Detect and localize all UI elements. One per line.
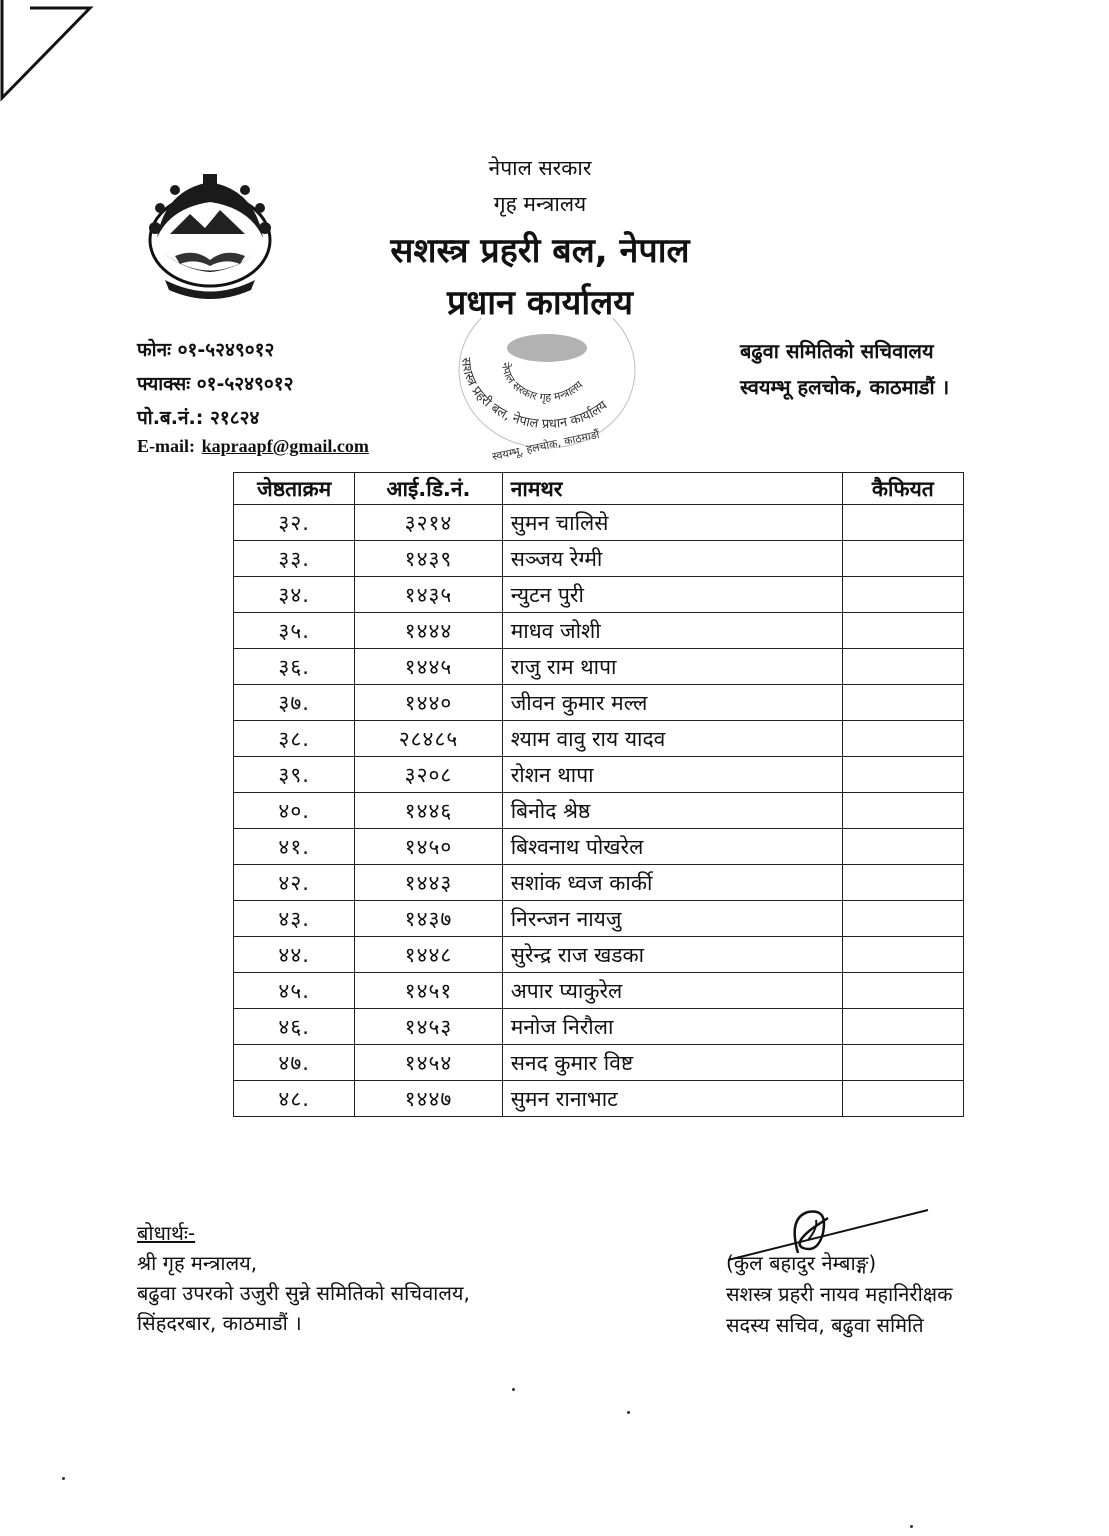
cell-seniority: ३५. bbox=[234, 613, 355, 649]
cell-id-number: १४३५ bbox=[355, 577, 502, 613]
cell-id-number: १४३७ bbox=[355, 901, 502, 937]
cell-name: माधव जोशी bbox=[502, 613, 842, 649]
cell-id-number: ३२०८ bbox=[355, 757, 502, 793]
stamp-outer-text: सशस्त्र प्रहरी बल, नेपाल प्रधान कार्यालय bbox=[457, 357, 611, 433]
table-row bbox=[234, 613, 964, 649]
stamp-bottom-text: स्वयम्भू, हलचोक, काठमाडौं bbox=[491, 427, 601, 464]
table-row bbox=[234, 757, 964, 793]
cell-id-number: १४४४ bbox=[355, 613, 502, 649]
header-remarks: कैफियत bbox=[842, 473, 963, 505]
cell-name: अपार प्याकुरेल bbox=[502, 973, 842, 1009]
table-row bbox=[234, 577, 964, 613]
cell-remarks bbox=[842, 973, 963, 1009]
cell-id-number: २८४८५ bbox=[355, 721, 502, 757]
cell-name: रोशन थापा bbox=[502, 757, 842, 793]
table-row bbox=[234, 1009, 964, 1045]
phone-number: फोनः ०१-५२४९०१२ bbox=[137, 339, 275, 361]
cell-remarks bbox=[842, 793, 963, 829]
table-row bbox=[234, 1045, 964, 1081]
table-row bbox=[234, 793, 964, 829]
table-row bbox=[234, 973, 964, 1009]
scan-speck bbox=[910, 1525, 913, 1528]
table-row bbox=[234, 649, 964, 685]
table-row bbox=[234, 541, 964, 577]
cell-name: सुमन रानाभाट bbox=[502, 1081, 842, 1117]
seniority-table bbox=[233, 472, 964, 1117]
signatory-block bbox=[726, 1248, 952, 1341]
copy-to-block bbox=[137, 1218, 470, 1338]
table-row bbox=[234, 937, 964, 973]
header-name: नामथर bbox=[502, 473, 842, 505]
cell-name: सुरेन्द्र राज खडका bbox=[502, 937, 842, 973]
cell-seniority: ४८. bbox=[234, 1081, 355, 1117]
signatory-name: (कुल बहादुर नेम्बाङ्ग) bbox=[726, 1251, 877, 1275]
corner-mark-icon bbox=[0, 0, 100, 110]
organization-name: सशस्त्र प्रहरी बल, नेपाल bbox=[390, 231, 690, 271]
scan-speck bbox=[512, 1388, 515, 1391]
header-seniority: जेष्ठताक्रम bbox=[234, 473, 355, 505]
table-row bbox=[234, 685, 964, 721]
header-id-number: आई.डि.नं. bbox=[355, 473, 502, 505]
cell-remarks bbox=[842, 1045, 963, 1081]
cell-id-number: ३२१४ bbox=[355, 505, 502, 541]
table-row bbox=[234, 865, 964, 901]
cell-name: सञ्जय रेग्मी bbox=[502, 541, 842, 577]
cell-remarks bbox=[842, 685, 963, 721]
cell-seniority: ४५. bbox=[234, 973, 355, 1009]
cell-id-number: १४३९ bbox=[355, 541, 502, 577]
cell-seniority: ४०. bbox=[234, 793, 355, 829]
cell-name: निरन्जन नायजु bbox=[502, 901, 842, 937]
cell-seniority: ४१. bbox=[234, 829, 355, 865]
signatory-title: सशस्त्र प्रहरी नायव महानिरीक्षक bbox=[726, 1282, 953, 1306]
cell-seniority: ३९. bbox=[234, 757, 355, 793]
table-row bbox=[234, 829, 964, 865]
cell-id-number: १४४८ bbox=[355, 937, 502, 973]
cell-remarks bbox=[842, 829, 963, 865]
cc-line-ministry: श्री गृह मन्त्रालय, bbox=[137, 1251, 258, 1275]
cell-remarks bbox=[842, 577, 963, 613]
cell-remarks bbox=[842, 901, 963, 937]
cell-name: न्युटन पुरी bbox=[502, 577, 842, 613]
cell-seniority: ३८. bbox=[234, 721, 355, 757]
cell-remarks bbox=[842, 1081, 963, 1117]
cell-remarks bbox=[842, 505, 963, 541]
signatory-role: सदस्य सचिव, बढुवा समिति bbox=[726, 1313, 924, 1337]
cell-seniority: ३६. bbox=[234, 649, 355, 685]
cell-remarks bbox=[842, 937, 963, 973]
cell-remarks bbox=[842, 649, 963, 685]
cell-id-number: १४५० bbox=[355, 829, 502, 865]
po-box: पो.ब.नं.: २१८२४ bbox=[137, 407, 260, 429]
stamp-inner-text: नेपाल सरकार गृह मन्त्रालय bbox=[498, 362, 586, 405]
cell-id-number: १४५१ bbox=[355, 973, 502, 1009]
cell-seniority: ४२. bbox=[234, 865, 355, 901]
cell-seniority: ३४. bbox=[234, 577, 355, 613]
cc-label: बोधार्थः- bbox=[137, 1221, 196, 1245]
cc-line-address: सिंहदरबार, काठमाडौं । bbox=[137, 1311, 302, 1335]
cell-name: मनोज निरौला bbox=[502, 1009, 842, 1045]
cell-seniority: ४४. bbox=[234, 937, 355, 973]
cell-id-number: १४४३ bbox=[355, 865, 502, 901]
secretariat-name: बढुवा समितिको सचिवालय bbox=[740, 339, 934, 363]
office-stamp-icon bbox=[432, 318, 652, 468]
svg-text:नेपाल सरकार गृह मन्त्रालय bbox=[499, 362, 586, 404]
cc-line-committee: बढुवा उपरको उजुरी सुन्ने समितिको सचिवालय, bbox=[137, 1281, 470, 1305]
letterhead bbox=[330, 150, 750, 328]
office-name: प्रधान कार्यालय bbox=[447, 283, 633, 323]
cell-name: सनद कुमार विष्ट bbox=[502, 1045, 842, 1081]
table-row bbox=[234, 901, 964, 937]
cell-name: राजु राम थापा bbox=[502, 649, 842, 685]
cell-remarks bbox=[842, 541, 963, 577]
cell-id-number: १४४० bbox=[355, 685, 502, 721]
cell-id-number: १४४६ bbox=[355, 793, 502, 829]
cell-remarks bbox=[842, 757, 963, 793]
cell-name: बिनोद श्रेष्ठ bbox=[502, 793, 842, 829]
cell-remarks bbox=[842, 613, 963, 649]
office-address bbox=[740, 333, 949, 405]
cell-seniority: ३२. bbox=[234, 505, 355, 541]
fax-number: फ्याक्सः ०१-५२४९०१२ bbox=[137, 373, 294, 395]
cell-id-number: १४५३ bbox=[355, 1009, 502, 1045]
ministry-name: गृह मन्त्रालय bbox=[493, 192, 587, 216]
cell-name: सुमन चालिसे bbox=[502, 505, 842, 541]
government-name: नेपाल सरकार bbox=[488, 156, 592, 180]
scan-speck bbox=[62, 1477, 65, 1480]
scan-speck bbox=[627, 1411, 630, 1414]
cell-seniority: ३३. bbox=[234, 541, 355, 577]
cell-seniority: ४६. bbox=[234, 1009, 355, 1045]
table-header-row bbox=[234, 473, 964, 505]
email-link[interactable]: kapraapf@gmail.com bbox=[201, 436, 369, 456]
cell-name: जीवन कुमार मल्ल bbox=[502, 685, 842, 721]
cell-id-number: १४४७ bbox=[355, 1081, 502, 1117]
cell-name: बिश्वनाथ पोखरेल bbox=[502, 829, 842, 865]
cell-remarks bbox=[842, 1009, 963, 1045]
cell-name: श्याम वावु राय यादव bbox=[502, 721, 842, 757]
table-row bbox=[234, 1081, 964, 1117]
cell-id-number: १४४५ bbox=[355, 649, 502, 685]
cell-seniority: ४३. bbox=[234, 901, 355, 937]
cell-remarks bbox=[842, 721, 963, 757]
contact-info bbox=[137, 333, 369, 457]
table-row bbox=[234, 505, 964, 541]
table-row bbox=[234, 721, 964, 757]
cell-id-number: १४५४ bbox=[355, 1045, 502, 1081]
email-label: E-mail: bbox=[137, 436, 195, 456]
cell-remarks bbox=[842, 865, 963, 901]
cell-name: सशांक ध्वज कार्की bbox=[502, 865, 842, 901]
cell-seniority: ३७. bbox=[234, 685, 355, 721]
secretariat-address: स्वयम्भू हलचोक, काठमाडौं । bbox=[740, 375, 950, 399]
nepal-emblem-icon bbox=[135, 168, 285, 303]
cell-seniority: ४७. bbox=[234, 1045, 355, 1081]
